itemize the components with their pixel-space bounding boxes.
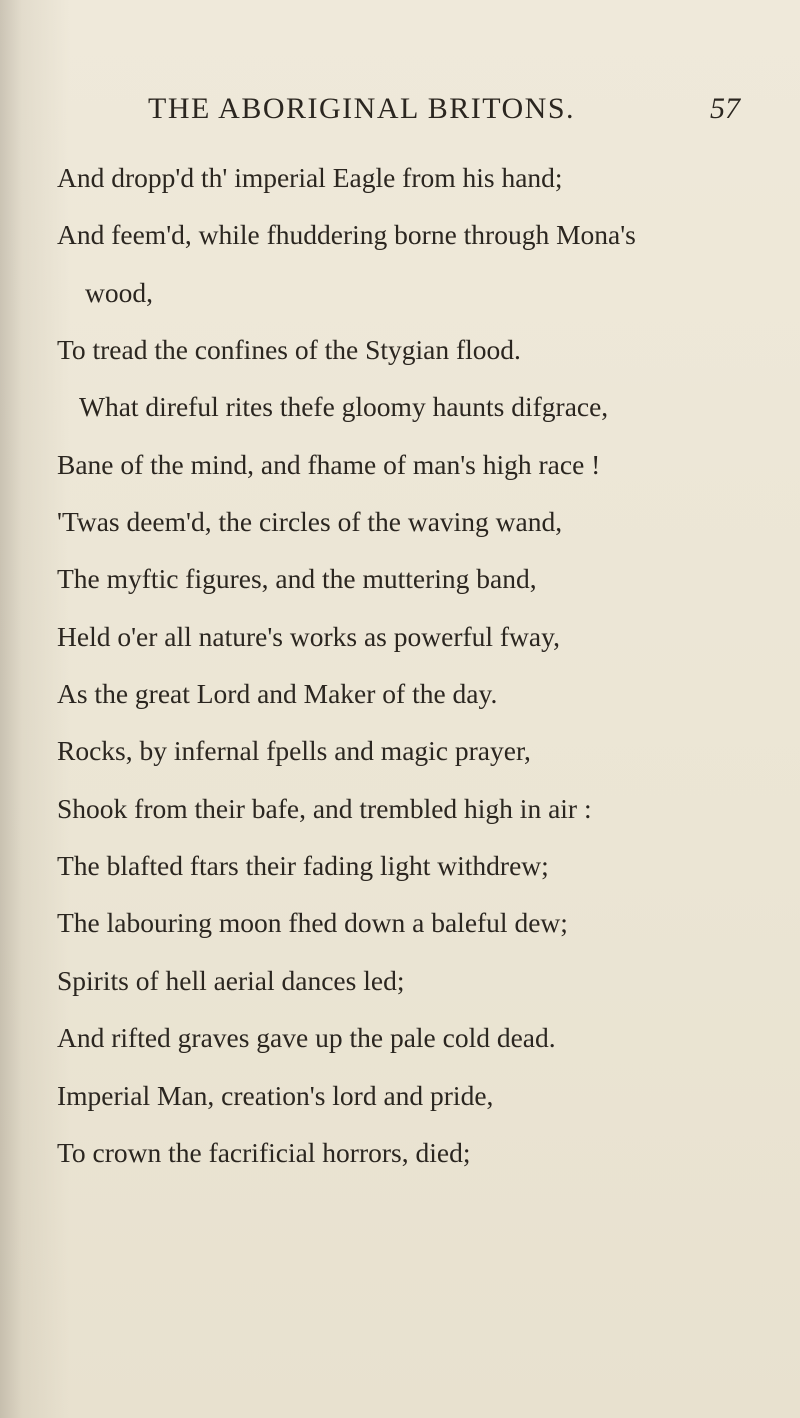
- verse-line: And rifted graves gave up the pale cold dead.: [57, 1022, 556, 1054]
- verse-line: Imperial Man, creation's lord and pride,: [57, 1079, 494, 1111]
- verse-line: As the great Lord and Maker of the day.: [57, 678, 498, 710]
- verse-line: Shook from their bafe, and trembled high in air :: [57, 792, 592, 824]
- verse-line: And feem'd, while fhuddering borne through Mona's: [57, 219, 636, 251]
- verse-line: And dropp'd th' imperial Eagle from his hand;: [57, 162, 563, 193]
- verse-line: To crown the facrificial horrors, died;: [57, 1136, 471, 1168]
- verse-line: The blafted ftars their fading light withdrew;: [57, 850, 549, 882]
- page-header: [148, 92, 740, 136]
- verse-line: What direful rites thefe gloomy haunts difgrace,: [79, 391, 609, 423]
- verse-line-turnover: wood,: [85, 276, 153, 308]
- verse-line: 'Twas deem'd, the circles of the waving wand,: [57, 506, 563, 538]
- page-number: 57: [710, 92, 740, 125]
- verse-line: Spirits of hell aerial dances led;: [57, 964, 405, 996]
- running-head: THE ABORIGINAL BRITONS.: [148, 92, 576, 125]
- verse-line: Held o'er all nature's works as powerful fway,: [57, 620, 560, 652]
- verse-line: Bane of the mind, and fhame of man's high race !: [57, 448, 601, 480]
- poem-text: [57, 158, 757, 1190]
- verse-line: Rocks, by infernal fpells and magic prayer,: [57, 735, 531, 767]
- verse-line: To tread the confines of the Stygian flood.: [57, 334, 521, 366]
- verse-line: The myftic figures, and the muttering band,: [57, 563, 537, 595]
- verse-line: The labouring moon fhed down a baleful dew;: [57, 907, 568, 939]
